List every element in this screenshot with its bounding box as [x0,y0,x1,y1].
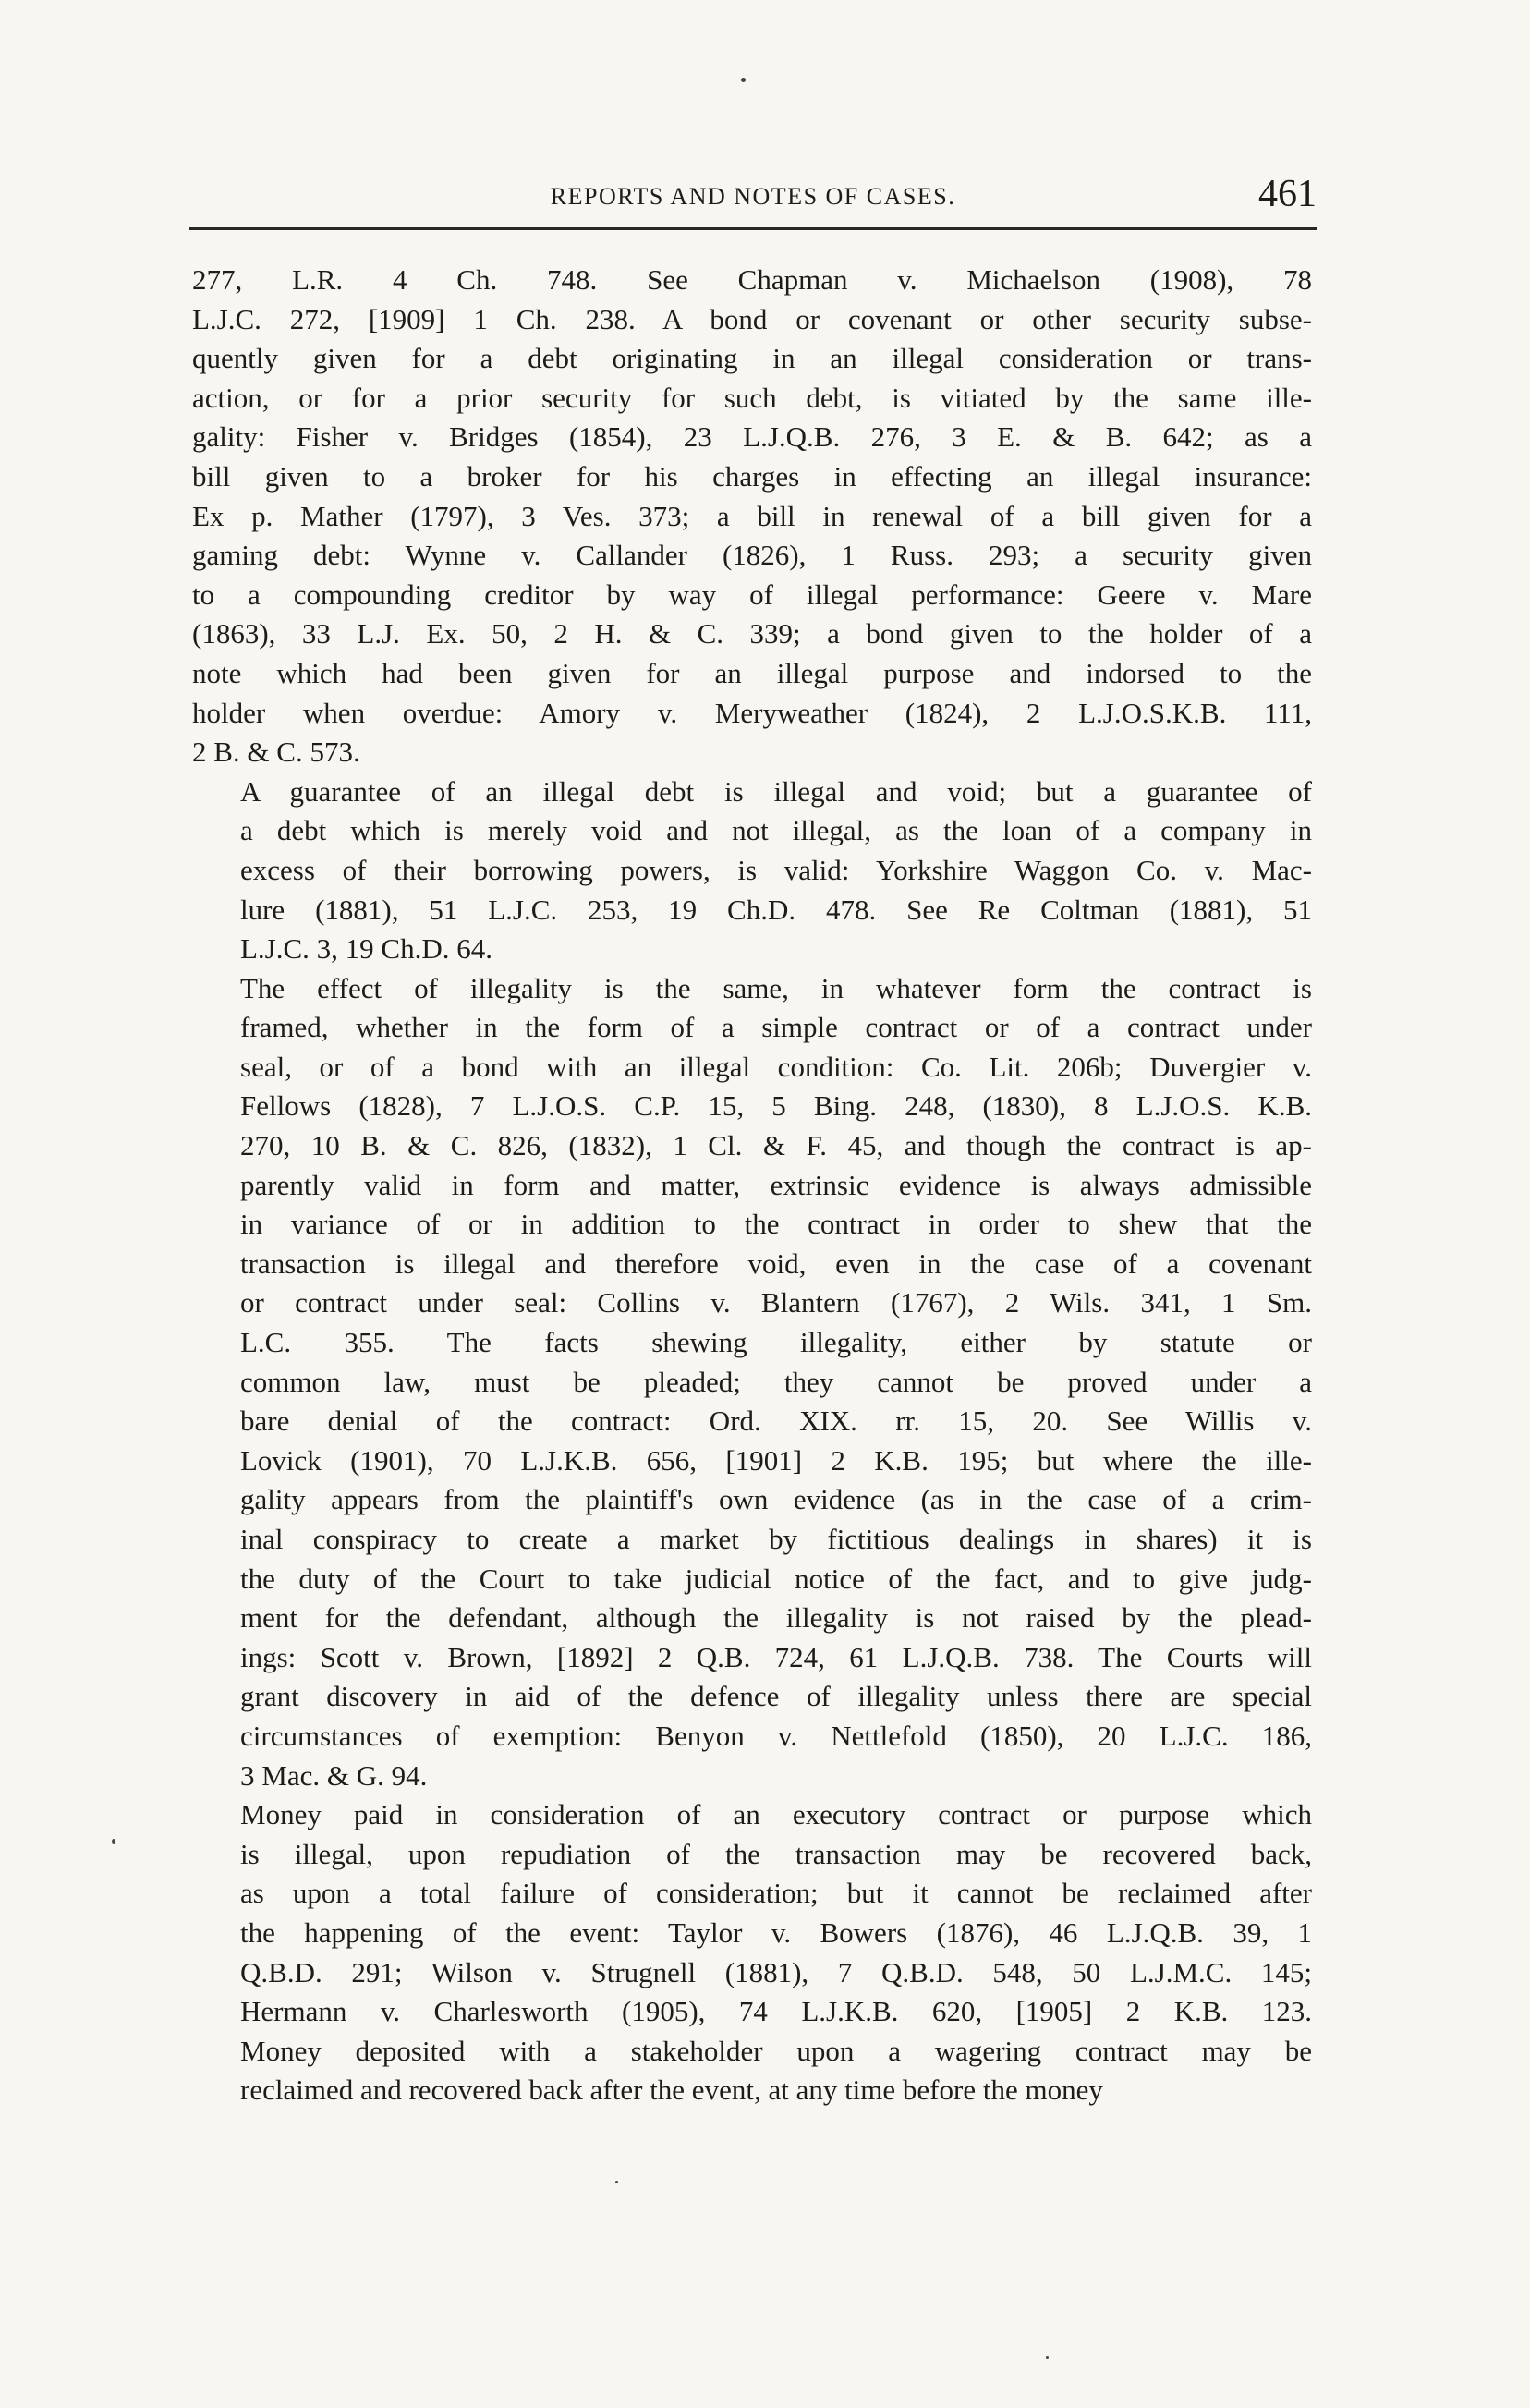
text-line: transaction is illegal and therefore void, even in the case of a covenant [240,1247,1312,1280]
text-line: (1863), 33 L.J. Ex. 50, 2 H. & C. 339; a bond given to the holder of a [192,617,1312,651]
ink-speck [741,78,746,82]
text-line: L.C. 355. The facts shewing illegality, either by statute or [240,1326,1312,1359]
page-number: 461 [1258,173,1317,215]
text-line: is illegal, upon repudiation of the transaction may be recovered back, [240,1837,1312,1870]
text-line: gality: Fisher v. Bridges (1854), 23 L.J.Q.B. 276, 3 E. & B. 642; as a [192,420,1312,454]
text-line: bill given to a broker for his charges in effecting an illegal insurance: [192,459,1312,493]
text-line: action, or for a prior security for such debt, is vitiated by the same ille- [192,381,1312,414]
text-line: lure (1881), 51 L.J.C. 253, 19 Ch.D. 478. See Re Coltman (1881), 51 [240,893,1312,926]
text-line: 2 B. & C. 573. [192,736,360,769]
text-line: common law, must be pleaded; they cannot be proved under a [240,1365,1312,1398]
text-line: L.J.C. 3, 19 Ch.D. 64. [240,932,492,966]
text-line: seal, or of a bond with an illegal condition: Co. Lit. 206b; Duvergier v. [240,1050,1312,1083]
text-line: excess of their borrowing powers, is valid: Yorkshire Waggon Co. v. Mac- [240,853,1312,886]
text-line: bare denial of the contract: Ord. XIX. rr. 15, 20. See Willis v. [240,1405,1312,1438]
text-line: reclaimed and recovered back after the event, at any time before the money [240,2074,1103,2107]
text-line: or contract under seal: Collins v. Blantern (1767), 2 Wils. 341, 1 Sm. [240,1286,1312,1320]
paragraph [192,772,1312,969]
text-line: gality appears from the plaintiff's own evidence (as in the case of a crim- [240,1483,1312,1516]
text-line: to a compounding creditor by way of illegal performance: Geere v. Mare [192,578,1312,611]
page-header [189,174,1317,218]
text-line: Lovick (1901), 70 L.J.K.B. 656, [1901] 2 K.B. 195; but where the ille- [240,1443,1312,1477]
text-line: Money deposited with a stakeholder upon a wagering contract may be [240,2034,1312,2067]
text-line: holder when overdue: Amory v. Meryweather (1824), 2 L.J.O.S.K.B. 111, [192,696,1312,729]
running-head: REPORTS AND NOTES OF CASES. [550,183,956,210]
text-line: gaming debt: Wynne v. Callander (1826), 1 Russ. 293; a security given [192,539,1312,572]
text-line: A guarantee of an illegal debt is illegal and void; but a guarantee of [240,774,1312,808]
text-line: Money paid in consideration of an executory contract or purpose which [240,1798,1312,1831]
paragraph [192,261,1312,772]
text-line: quently given for a debt originating in an illegal consideration or trans- [192,342,1312,375]
text-line: parently valid in form and matter, extrinsic evidence is always admissible [240,1168,1312,1201]
text-line: ment for the defendant, although the illegality is not raised by the plead- [240,1601,1312,1635]
text-line: Hermann v. Charlesworth (1905), 74 L.J.K.B. 620, [1905] 2 K.B. 123. [240,1995,1312,2028]
text-line: as upon a total failure of consideration; but it cannot be reclaimed after [240,1877,1312,1910]
text-line: 277, L.R. 4 Ch. 748. See Chapman v. Michaelson (1908), 78 [192,263,1312,296]
text-line: the duty of the Court to take judicial notice of the fact, and to give judg- [240,1562,1312,1595]
text-line: Ex p. Mather (1797), 3 Ves. 373; a bill in renewal of a bill given for a [192,499,1312,532]
text-line: grant discovery in aid of the defence of illegality unless there are special [240,1680,1312,1713]
paragraph [192,969,1312,1795]
text-line: ings: Scott v. Brown, [1892] 2 Q.B. 724, 61 L.J.Q.B. 738. The Courts will [240,1640,1312,1673]
text-line: 270, 10 B. & C. 826, (1832), 1 Cl. & F. 45, and though the contract is ap- [240,1129,1312,1162]
text-line: framed, whether in the form of a simple contract or of a contract under [240,1011,1312,1044]
ink-speck [615,2181,618,2183]
text-line: inal conspiracy to create a market by fictitious dealings in shares) it is [240,1523,1312,1555]
ink-speck [112,1839,115,1844]
paragraph [192,1795,1312,2110]
text-line: Q.B.D. 291; Wilson v. Strugnell (1881), 7 Q.B.D. 548, 50 L.J.M.C. 145; [240,1955,1312,1988]
text-line: the happening of the event: Taylor v. Bowers (1876), 46 L.J.Q.B. 39, 1 [240,1915,1312,1949]
header-rule [189,227,1317,230]
text-line: note which had been given for an illegal purpose and indorsed to the [192,656,1312,689]
text-line: The effect of illegality is the same, in whatever form the contract is [240,971,1312,1004]
text-line: Fellows (1828), 7 L.J.O.S. C.P. 15, 5 Bing. 248, (1830), 8 L.J.O.S. K.B. [240,1089,1312,1123]
text-line: in variance of or in addition to the contract in order to shew that the [240,1208,1312,1241]
text-line: L.J.C. 272, [1909] 1 Ch. 238. A bond or covenant or other security subse- [192,302,1312,335]
text-line: 3 Mac. & G. 94. [240,1758,428,1792]
page-body [192,261,1312,2110]
text-line: circumstances of exemption: Benyon v. Nettlefold (1850), 20 L.J.C. 186, [240,1719,1312,1752]
ink-speck [1046,2356,1049,2359]
text-line: a debt which is merely void and not illegal, as the loan of a company in [240,814,1312,847]
